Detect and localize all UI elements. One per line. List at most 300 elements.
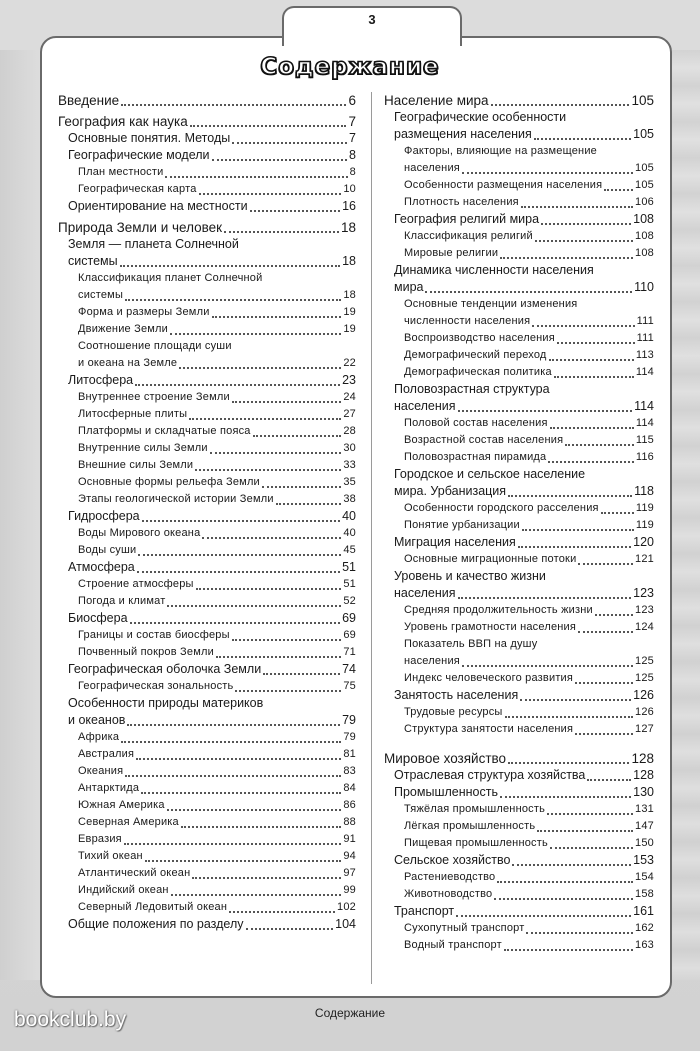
dot-leader (145, 860, 342, 862)
dot-leader (550, 427, 634, 429)
dot-leader (508, 762, 629, 764)
toc-entry (58, 440, 356, 457)
toc-page-number: 69 (343, 629, 356, 641)
toc-entry-title: Почвенный покров Земли (78, 646, 214, 658)
toc-page-number: 114 (635, 417, 654, 429)
toc-page-number: 163 (635, 939, 654, 951)
toc-page-number: 40 (342, 509, 356, 523)
toc-entry-title: Северная Америка (78, 816, 179, 828)
toc-page-number: 51 (343, 578, 356, 590)
toc-entry-title: Воспроизводство населения (404, 332, 555, 344)
toc-entry (384, 784, 654, 801)
toc-entry-title: Промышленность (394, 785, 498, 799)
toc-entry-title: Географическая оболочка Земли (68, 662, 262, 676)
toc-entry-title: Пищевая промышленность (404, 837, 548, 849)
page-number: 3 (368, 12, 376, 27)
toc-entry-title: Индийский океан (78, 884, 169, 896)
dot-leader (575, 682, 633, 684)
dot-leader (500, 796, 631, 798)
dot-leader (212, 159, 348, 161)
toc-page-number: 111 (636, 332, 654, 344)
toc-entry (58, 236, 356, 270)
toc-entry-title-line: Городское и сельское население (394, 467, 586, 481)
toc-entry (58, 695, 356, 729)
toc-entry-title: Растениеводство (404, 871, 496, 883)
toc-page-number: 51 (342, 560, 356, 574)
dot-leader (125, 775, 341, 777)
toc-entry-title-line: Особенности природы материков (68, 696, 264, 710)
toc-entry-title-line: Факторы, влияющие на размещение (404, 145, 597, 157)
toc-page-number: 124 (635, 621, 654, 633)
toc-page-number: 120 (633, 535, 654, 549)
toc-entry-title: Структура занятости населения (404, 723, 574, 735)
toc-page-number: 113 (635, 349, 654, 361)
toc-page-number: 18 (340, 220, 356, 235)
toc-entry (58, 92, 356, 109)
dot-leader (199, 193, 342, 195)
toc-entry (58, 797, 356, 814)
toc-page-number: 84 (343, 782, 356, 794)
toc-entry-title: численности населения (404, 315, 531, 327)
toc-entry-title: Сельское хозяйство (394, 853, 511, 867)
dot-leader (141, 792, 341, 794)
toc-entry-title: Географическая зональность (78, 680, 234, 692)
toc-entry-title: населения (394, 586, 456, 600)
toc-page-number: 111 (636, 315, 654, 327)
toc-page-number: 97 (343, 867, 356, 879)
toc-entry-title: Введение (58, 93, 120, 108)
dot-leader (202, 537, 341, 539)
toc-entry (58, 321, 356, 338)
toc-entry-title: Погода и климат (78, 595, 166, 607)
toc-page-number: 33 (343, 459, 356, 471)
toc-entry-title: Сухопутный транспорт (404, 922, 525, 934)
dot-leader (587, 779, 631, 781)
toc-entry-title: Демографическая политика (404, 366, 552, 378)
toc-page-number: 104 (335, 917, 356, 931)
toc-page-number: 69 (342, 611, 356, 625)
toc-entry-title: Плотность населения (404, 196, 519, 208)
toc-entry (58, 899, 356, 916)
toc-entry-title: Океания (78, 765, 124, 777)
dot-leader (532, 325, 634, 327)
toc-entry-title: населения (404, 162, 460, 174)
toc-page-number: 99 (343, 884, 356, 896)
toc-entry (58, 457, 356, 474)
toc-entry (384, 619, 654, 636)
toc-entry (384, 92, 654, 109)
toc-entry (58, 542, 356, 559)
toc-entry-title: План местности (78, 166, 164, 178)
dot-leader (216, 656, 341, 658)
toc-entry-title: Особенности размещения населения (404, 179, 603, 191)
toc-entry (58, 916, 356, 933)
toc-entry (58, 198, 356, 215)
toc-page-number: 114 (634, 399, 654, 413)
toc-entry-title: Внутренние силы Земли (78, 442, 208, 454)
dot-leader (512, 864, 631, 866)
toc-entry-title: Строение атмосферы (78, 578, 194, 590)
toc-entry (58, 644, 356, 661)
toc-page-number: 128 (631, 751, 654, 766)
toc-entry-title: Занятость населения (394, 688, 519, 702)
toc-entry (384, 415, 654, 432)
dot-leader (165, 176, 347, 178)
toc-entry (384, 602, 654, 619)
toc-entry (384, 432, 654, 449)
toc-page-number: 108 (633, 212, 654, 226)
toc-entry-title: Воды Мирового океана (78, 527, 201, 539)
dot-leader (578, 631, 633, 633)
dot-leader (494, 898, 633, 900)
toc-entry-title: Евразия (78, 833, 122, 845)
toc-entry-title: Литосфера (68, 373, 134, 387)
toc-entry (58, 389, 356, 406)
toc-entry (58, 780, 356, 797)
toc-entry-title: Понятие урбанизации (404, 519, 520, 531)
toc-page-number: 24 (343, 391, 356, 403)
toc-page-number: 126 (633, 688, 654, 702)
dot-leader (179, 367, 341, 369)
toc-page-number: 8 (349, 166, 356, 178)
toc-page-number: 6 (348, 93, 356, 108)
toc-entry-title: Миграция населения (394, 535, 516, 549)
toc-entry-title: Этапы геологической истории Земли (78, 493, 274, 505)
dot-leader (547, 813, 633, 815)
toc-page-number: 153 (633, 853, 654, 867)
toc-entry (384, 466, 654, 500)
page-footer: Содержание (314, 1006, 386, 1020)
dot-leader (246, 928, 334, 930)
toc-entry-title: Ориентирование на местности (68, 199, 248, 213)
dot-leader (522, 529, 634, 531)
toc-entry (384, 687, 654, 704)
dot-leader (135, 384, 340, 386)
toc-page-number: 18 (343, 289, 356, 301)
toc-entry-title: Особенности городского расселения (404, 502, 599, 514)
toc-page-number: 74 (342, 662, 356, 676)
dot-leader (250, 210, 341, 212)
dot-leader (121, 104, 346, 106)
dot-leader (601, 512, 634, 514)
toc-entry (384, 818, 654, 835)
dot-leader (232, 639, 342, 641)
toc-entry-title: Южная Америка (78, 799, 165, 811)
toc-entry (384, 835, 654, 852)
dot-leader (276, 503, 342, 505)
toc-page-number: 52 (343, 595, 356, 607)
toc-entry (384, 636, 654, 670)
toc-page-number: 123 (635, 604, 654, 616)
dot-leader (458, 597, 632, 599)
toc-entry (58, 338, 356, 372)
column-divider (371, 92, 372, 984)
toc-page-number: 7 (349, 131, 356, 145)
dot-leader (210, 452, 342, 454)
toc-entry (384, 920, 654, 937)
dot-leader (604, 189, 633, 191)
toc-entry-title: Границы и состав биосферы (78, 629, 230, 641)
toc-page-number: 7 (348, 114, 356, 129)
toc-entry (384, 721, 654, 738)
toc-entry (384, 750, 654, 767)
dot-leader (575, 733, 633, 735)
toc-page-number: 119 (635, 502, 654, 514)
toc-page-number: 102 (337, 901, 356, 913)
dot-leader (137, 571, 340, 573)
toc-entry (58, 729, 356, 746)
toc-entry (384, 245, 654, 262)
toc-entry (58, 848, 356, 865)
toc-page-number: 150 (635, 837, 654, 849)
toc-page-number: 40 (343, 527, 356, 539)
toc-entry-title-line: Половозрастная структура (394, 382, 550, 396)
toc-entry (384, 347, 654, 364)
toc-page-number: 18 (342, 254, 356, 268)
toc-entry-title: Литосферные плиты (78, 408, 188, 420)
toc-entry-title: Мировые религии (404, 247, 499, 259)
toc-page-number: 125 (635, 672, 654, 684)
toc-entry-title: Средняя продолжительность жизни (404, 604, 593, 616)
dot-leader (500, 257, 633, 259)
toc-page-number: 121 (635, 553, 654, 565)
toc-entry-title: и океана на Земле (78, 357, 178, 369)
toc-page-number: 162 (635, 922, 654, 934)
toc-entry-title: Основные понятия. Методы (68, 131, 231, 145)
toc-entry-title-line: Земля — планета Солнечной (68, 237, 239, 251)
toc-entry (384, 296, 654, 330)
toc-entry-title: Отраслевая структура хозяйства (394, 768, 586, 782)
toc-page-number: 35 (343, 476, 356, 488)
toc-entry-title: и океанов (68, 713, 126, 727)
toc-entry (58, 882, 356, 899)
toc-entry (58, 372, 356, 389)
toc-entry (384, 500, 654, 517)
toc-entry (384, 937, 654, 954)
toc-page-number: 86 (343, 799, 356, 811)
toc-page-number: 154 (635, 871, 654, 883)
toc-entry (384, 194, 654, 211)
toc-page-number: 105 (635, 162, 654, 174)
toc-entry (58, 593, 356, 610)
toc-entry-title: Половой состав населения (404, 417, 548, 429)
toc-entry (384, 903, 654, 920)
toc-entry (58, 304, 356, 321)
toc-entry (58, 164, 356, 181)
toc-entry-title: Тихий океан (78, 850, 143, 862)
dot-leader (578, 563, 633, 565)
toc-entry-title: Классификация религий (404, 230, 533, 242)
toc-page-number: 105 (631, 93, 654, 108)
toc-entry-title: Тяжёлая промышленность (404, 803, 546, 815)
dot-leader (181, 826, 341, 828)
toc-page-number: 38 (343, 493, 356, 505)
dot-leader (462, 665, 633, 667)
toc-entry-title: Основные миграционные потоки (404, 553, 577, 565)
dot-leader (142, 520, 340, 522)
toc-entry-title: мира. Урбанизация (394, 484, 507, 498)
toc-page-number: 88 (343, 816, 356, 828)
toc-page-number: 75 (343, 680, 356, 692)
dot-leader (549, 359, 634, 361)
dot-leader (425, 291, 632, 293)
toc-entry (384, 767, 654, 784)
toc-entry-title: Водный транспорт (404, 939, 502, 951)
dot-leader (557, 342, 635, 344)
dot-leader (458, 410, 633, 412)
toc-entry (58, 130, 356, 147)
toc-entry (58, 763, 356, 780)
toc-entry (384, 364, 654, 381)
dot-leader (541, 223, 631, 225)
right-page-edge (672, 50, 700, 980)
toc-entry (384, 262, 654, 296)
dot-leader (127, 724, 340, 726)
toc-entry-title: Северный Ледовитый океан (78, 901, 228, 913)
toc-entry (384, 381, 654, 415)
dot-leader (232, 401, 342, 403)
dot-leader (526, 932, 633, 934)
toc-page-number: 83 (343, 765, 356, 777)
dot-leader (262, 486, 341, 488)
toc-entry-title: Половозрастная пирамида (404, 451, 547, 463)
toc-entry (58, 610, 356, 627)
toc-page-number: 91 (343, 833, 356, 845)
toc-entry-title: Трудовые ресурсы (404, 706, 503, 718)
toc-entry-title: Платформы и складчатые пояса (78, 425, 251, 437)
toc-entry-title: населения (404, 655, 460, 667)
left-page-edge (0, 50, 40, 980)
toc-page-number: 147 (635, 820, 654, 832)
toc-entry (384, 704, 654, 721)
toc-entry (58, 559, 356, 576)
dot-leader (595, 614, 633, 616)
toc-entry (58, 627, 356, 644)
dot-leader (497, 881, 633, 883)
toc-page-number: 81 (343, 748, 356, 760)
dot-leader (170, 333, 341, 335)
toc-page-number: 27 (343, 408, 356, 420)
toc-entry (384, 517, 654, 534)
dot-leader (456, 915, 631, 917)
page-title: Содержание (260, 54, 440, 80)
toc-entry-title-line: Уровень и качество жизни (394, 569, 546, 583)
toc-page-number: 131 (635, 803, 654, 815)
toc-entry-title: Животноводство (404, 888, 493, 900)
toc-entry-title: мира (394, 280, 424, 294)
toc-entry-title: Атлантический океан (78, 867, 191, 879)
toc-entry (384, 330, 654, 347)
toc-page-number: 118 (634, 484, 654, 498)
dot-leader (190, 125, 347, 127)
toc-entry (384, 852, 654, 869)
toc-right-column (384, 92, 654, 954)
toc-entry-title: Биосфера (68, 611, 128, 625)
dot-leader (534, 138, 631, 140)
dot-leader (232, 142, 347, 144)
toc-entry (58, 661, 356, 678)
toc-entry (384, 228, 654, 245)
toc-entry (384, 534, 654, 551)
toc-entry (58, 181, 356, 198)
toc-entry-title: Географические модели (68, 148, 210, 162)
toc-entry-title: Основные формы рельефа Земли (78, 476, 260, 488)
toc-page-number: 106 (635, 196, 654, 208)
toc-entry-title: Внутреннее строение Земли (78, 391, 230, 403)
toc-page-number: 110 (634, 280, 654, 294)
toc-entry-title-line: Классификация планет Солнечной (78, 272, 263, 284)
toc-page-number: 125 (635, 655, 654, 667)
toc-entry (384, 109, 654, 143)
toc-entry-title: Транспорт (394, 904, 455, 918)
toc-entry (384, 568, 654, 602)
toc-entry (58, 746, 356, 763)
toc-entry-title: Гидросфера (68, 509, 140, 523)
toc-entry (384, 551, 654, 568)
dot-leader (125, 299, 341, 301)
toc-page-number: 161 (633, 904, 654, 918)
toc-page-number: 130 (633, 785, 654, 799)
dot-leader (537, 830, 633, 832)
dot-leader (189, 418, 341, 420)
dot-leader (130, 622, 341, 624)
toc-entry (58, 113, 356, 130)
toc-entry (58, 423, 356, 440)
toc-entry-title: Географическая карта (78, 183, 197, 195)
toc-entry-title: Воды суши (78, 544, 137, 556)
toc-page-number: 10 (343, 183, 356, 195)
toc-page-number: 105 (633, 127, 654, 141)
toc-entry-title: Форма и размеры Земли (78, 306, 210, 318)
toc-entry (58, 406, 356, 423)
dot-leader (124, 843, 342, 845)
dot-leader (548, 461, 634, 463)
toc-entry (58, 147, 356, 164)
toc-entry (58, 508, 356, 525)
toc-entry-title: Австралия (78, 748, 135, 760)
dot-leader (196, 588, 342, 590)
toc-entry-title: Атмосфера (68, 560, 135, 574)
toc-entry (384, 670, 654, 687)
dot-leader (263, 673, 340, 675)
toc-entry-title: Уровень грамотности населения (404, 621, 577, 633)
dot-leader (253, 435, 342, 437)
toc-entry-title: населения (394, 399, 456, 413)
toc-page-number: 28 (343, 425, 356, 437)
toc-entry-title-line: Основные тенденции изменения (404, 298, 578, 310)
dot-leader (520, 699, 631, 701)
toc-page-number: 123 (633, 586, 654, 600)
toc-page-number: 30 (343, 442, 356, 454)
watermark: bookclub.by (14, 1008, 127, 1031)
dot-leader (508, 495, 632, 497)
dot-leader (505, 716, 634, 718)
dot-leader (171, 894, 342, 896)
toc-entry (384, 801, 654, 818)
toc-entry-title: размещения населения (394, 127, 532, 141)
toc-entry-title: Движение Земли (78, 323, 168, 335)
toc-page-number: 158 (635, 888, 654, 900)
toc-page-number: 115 (635, 434, 654, 446)
dot-leader (565, 444, 634, 446)
toc-entry-title: Возрастной состав населения (404, 434, 564, 446)
dot-leader (462, 172, 633, 174)
toc-left-column (58, 92, 356, 933)
toc-entry-title-line: Соотношение площади суши (78, 340, 232, 352)
toc-page-number: 108 (635, 230, 654, 242)
toc-entry-title: Общие положения по разделу (68, 917, 244, 931)
toc-entry (58, 491, 356, 508)
